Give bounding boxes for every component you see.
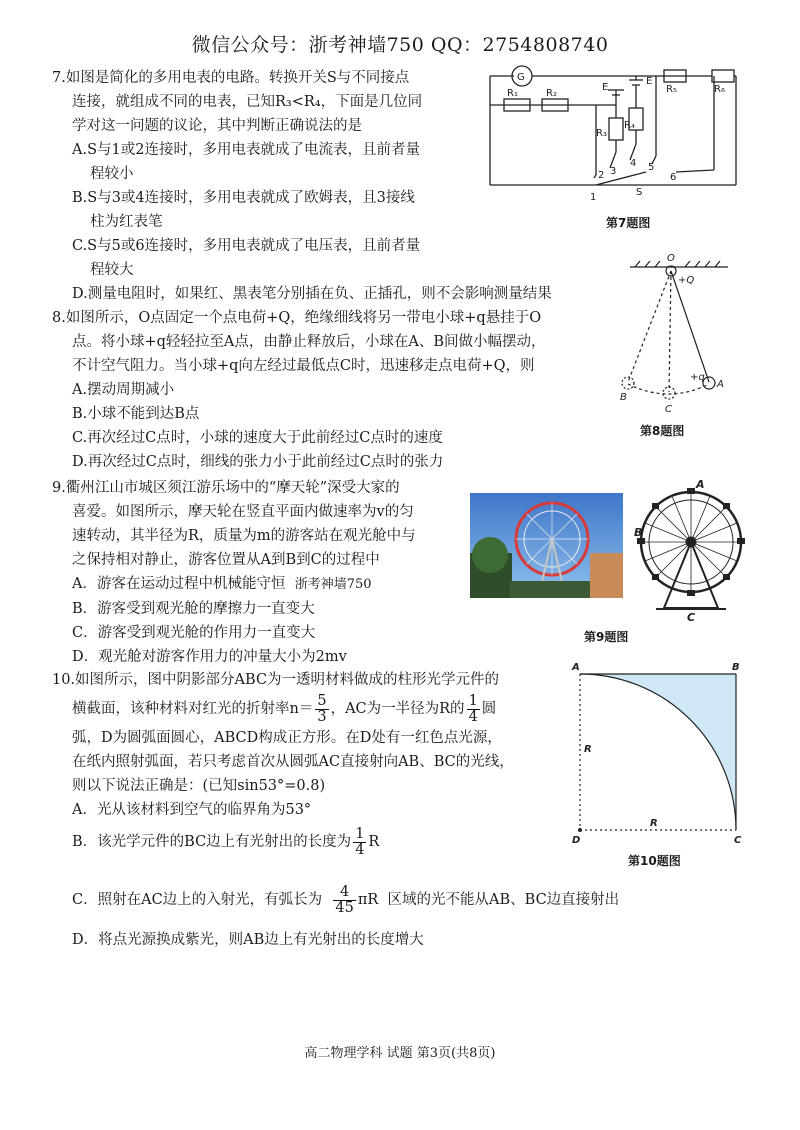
q10-stem-text: 圆 xyxy=(481,701,497,717)
fig7-label-4: 4 xyxy=(630,158,637,169)
figure-7-caption: 第7题图 xyxy=(606,216,651,230)
fig7-label-R2: R₂ xyxy=(546,88,557,99)
fig8-label-O: O xyxy=(667,253,675,264)
q8-stem-line: 不计空气阻力。当小球+q向左经过最低点C时，迅速移走点电荷+Q，则 xyxy=(72,358,535,374)
fraction-quarter-num: 1 xyxy=(468,692,478,709)
fig7-label-5: 5 xyxy=(648,162,655,173)
fig10-label-R-horizontal: R xyxy=(650,818,658,829)
fraction-quarter-den: 4 xyxy=(468,708,478,725)
fraction-n-den: 3 xyxy=(317,708,327,725)
fig8-label-A: A xyxy=(717,379,724,390)
page-header: 微信公众号：浙考神墙750 QQ：2754808740 xyxy=(191,34,609,56)
q10-option-b-unit: R xyxy=(368,834,380,850)
fig7-label-6: 6 xyxy=(670,172,677,183)
question-9 xyxy=(52,476,472,669)
q10-stem-line: 10.如图所示，图中阴影部分ABC为一透明材料做成的柱形光学元件的 xyxy=(52,672,500,688)
q9-stem-line: 喜爱。如图所示，摩天轮在竖直平面内做速率为v的匀 xyxy=(72,504,414,520)
question-10 xyxy=(52,668,572,862)
q8-option-d: D.再次经过C点时，细线的张力小于此前经过C点时的张力 xyxy=(72,454,444,470)
fig9-label-A: A xyxy=(696,478,705,491)
fig9-label-C: C xyxy=(687,611,696,624)
fig7-label-E: E xyxy=(602,82,609,93)
fig7-label-2: 2 xyxy=(598,170,605,181)
q10-option-a: A．光从该材料到空气的临界角为53° xyxy=(72,802,312,818)
q9-stem-line: 速转动，其半径为R，质量为m的游客站在观光舱中与 xyxy=(72,528,416,544)
q10-stem-line-2 xyxy=(52,692,572,726)
q8-option-b: B.小球不能到达B点 xyxy=(72,406,200,422)
q7-option-a: A.S与1或2连接时，多用电表就成了电流表，且前者量 xyxy=(72,142,420,158)
fig10-label-D: D xyxy=(572,835,581,846)
q8-option-a: A.摆动周期减小 xyxy=(72,382,175,398)
fraction-c-num: 4 xyxy=(333,885,355,901)
q7-stem-line: 学对这一问题的议论，其中判断正确说法的是 xyxy=(72,118,362,134)
q8-option-c: C.再次经过C点时，小球的速度大于此前经过C点时的速度 xyxy=(72,430,443,446)
q10-stem-text: ，AC为一半径为R的 xyxy=(330,701,465,717)
q9-option-b: B．游客受到观光舱的摩擦力一直变大 xyxy=(72,601,315,617)
figure-10-caption: 第10题图 xyxy=(628,854,681,868)
figure-9-ferris-wheel xyxy=(634,478,749,624)
figure-8-pendulum xyxy=(610,252,740,422)
q10-option-d: D．将点光源换成紫光，则AB边上有光射出的长度增大 xyxy=(72,932,424,948)
fig8-label-Q: +Q xyxy=(678,275,695,286)
q10-option-c-text: C．照射在AC边上的入射光，有弧长为 xyxy=(72,892,323,908)
q7-option-c: C.S与5或6连接时，多用电表就成了电压表，且前者量 xyxy=(72,238,421,254)
question-8 xyxy=(52,306,622,474)
ferris-wheel-photo xyxy=(470,493,623,598)
fig10-label-B: B xyxy=(732,662,740,673)
fig8-label-B: B xyxy=(620,392,627,403)
fig10-label-A: A xyxy=(572,662,580,673)
fig8-label-C: C xyxy=(665,404,672,415)
figure-7-circuit xyxy=(486,60,751,210)
q10-option-c-tail: 区域的光不能从AB、BC边直接射出 xyxy=(387,892,620,908)
q9-option-a-text: A．游客在运动过程中机械能守恒 xyxy=(72,576,286,592)
fig9-label-B: B xyxy=(634,526,643,539)
fig7-label-R5: R₅ xyxy=(666,84,677,95)
q9-option-d: D．观光舱对游客作用力的冲量大小为2mv xyxy=(72,649,347,665)
figure-10-optics xyxy=(568,660,748,846)
q8-stem-line: 点。将小球+q轻轻拉至A点，由静止释放后，小球在A、B间做小幅摆动， xyxy=(72,334,546,350)
q10-option-c xyxy=(72,880,752,920)
fig10-label-C: C xyxy=(734,835,742,846)
fig8-label-q: +q xyxy=(690,372,705,383)
fraction-c-den: 45 xyxy=(335,899,354,916)
q7-option-a-cont: 程较小 xyxy=(90,166,134,182)
q7-option-b: B.S与3或4连接时，多用电表就成了欧姆表，且3接线 xyxy=(72,190,415,206)
fraction-n xyxy=(315,694,328,725)
fraction-quarter xyxy=(467,694,480,725)
fig7-label-R1: R₁ xyxy=(507,88,518,99)
fig10-label-R-vertical: R xyxy=(584,744,592,755)
q9-stem-line: 之保持相对静止，游客位置从A到B到C的过程中 xyxy=(72,552,380,568)
fig7-label-E2: E xyxy=(646,76,653,87)
q10-stem-line: 则以下说法正确是：(已知sin53°=0.8) xyxy=(72,778,326,794)
q9-option-c: C．游客受到观光舱的作用力一直变大 xyxy=(72,625,316,641)
q7-stem-line: 连接，就组成不同的电表，已知R₃<R₄，下面是几位同 xyxy=(72,94,423,110)
page-footer: 高二物理学科 试题 第3页(共8页) xyxy=(304,1046,496,1061)
q10-stem-text: 横截面，该种材料对红光的折射率n＝ xyxy=(72,701,314,717)
q10-option-b-text: B．该光学元件的BC边上有光射出的长度为 xyxy=(72,834,352,850)
q7-option-d: D.测量电阻时，如果红、黑表笔分别插在负、正插孔，则不会影响测量结果 xyxy=(72,286,552,302)
fraction-b xyxy=(353,827,366,858)
q10-option-b xyxy=(52,822,572,862)
fig7-label-G: G xyxy=(517,72,525,83)
fraction-b-den: 4 xyxy=(355,841,365,858)
q8-stem-line: 8.如图所示，O点固定一个点电荷+Q，绝缘细线将另一带电小球+q悬挂于O xyxy=(52,310,542,326)
q7-option-c-cont: 程较大 xyxy=(90,262,134,278)
fig7-label-S: S xyxy=(636,187,643,198)
q10-option-c-arc: πR xyxy=(357,892,379,908)
figure-9-caption: 第9题图 xyxy=(584,630,629,644)
q7-stem-line: 7.如图是简化的多用电表的电路。转换开关S与不同接点 xyxy=(52,70,410,86)
q7-option-b-cont: 柱为红表笔 xyxy=(90,214,163,230)
fraction-n-num: 5 xyxy=(317,692,327,709)
q10-stem-line: 在纸内照射弧面，若只考虑首次从圆弧AC直接射向AB、BC的光线， xyxy=(72,754,514,770)
figure-8-caption: 第8题图 xyxy=(640,424,685,438)
watermark-text: 浙考神墙750 xyxy=(294,577,372,592)
q9-stem-line: 9.衢州江山市城区须江游乐场中的“摩天轮”深受大家的 xyxy=(52,480,400,496)
fig7-label-R4: R₄ xyxy=(624,120,635,131)
q10-stem-line: 弧，D为圆弧面圆心，ABCD构成正方形。在D处有一红色点光源， xyxy=(72,730,502,746)
fig7-label-R6: R₆ xyxy=(714,84,725,95)
fig7-label-R3: R₃ xyxy=(596,128,607,139)
fig7-label-1: 1 xyxy=(590,192,597,203)
fraction-b-num: 1 xyxy=(355,825,365,842)
fig7-label-3: 3 xyxy=(610,166,617,177)
q9-option-a xyxy=(52,572,472,597)
fraction-c xyxy=(333,885,355,916)
